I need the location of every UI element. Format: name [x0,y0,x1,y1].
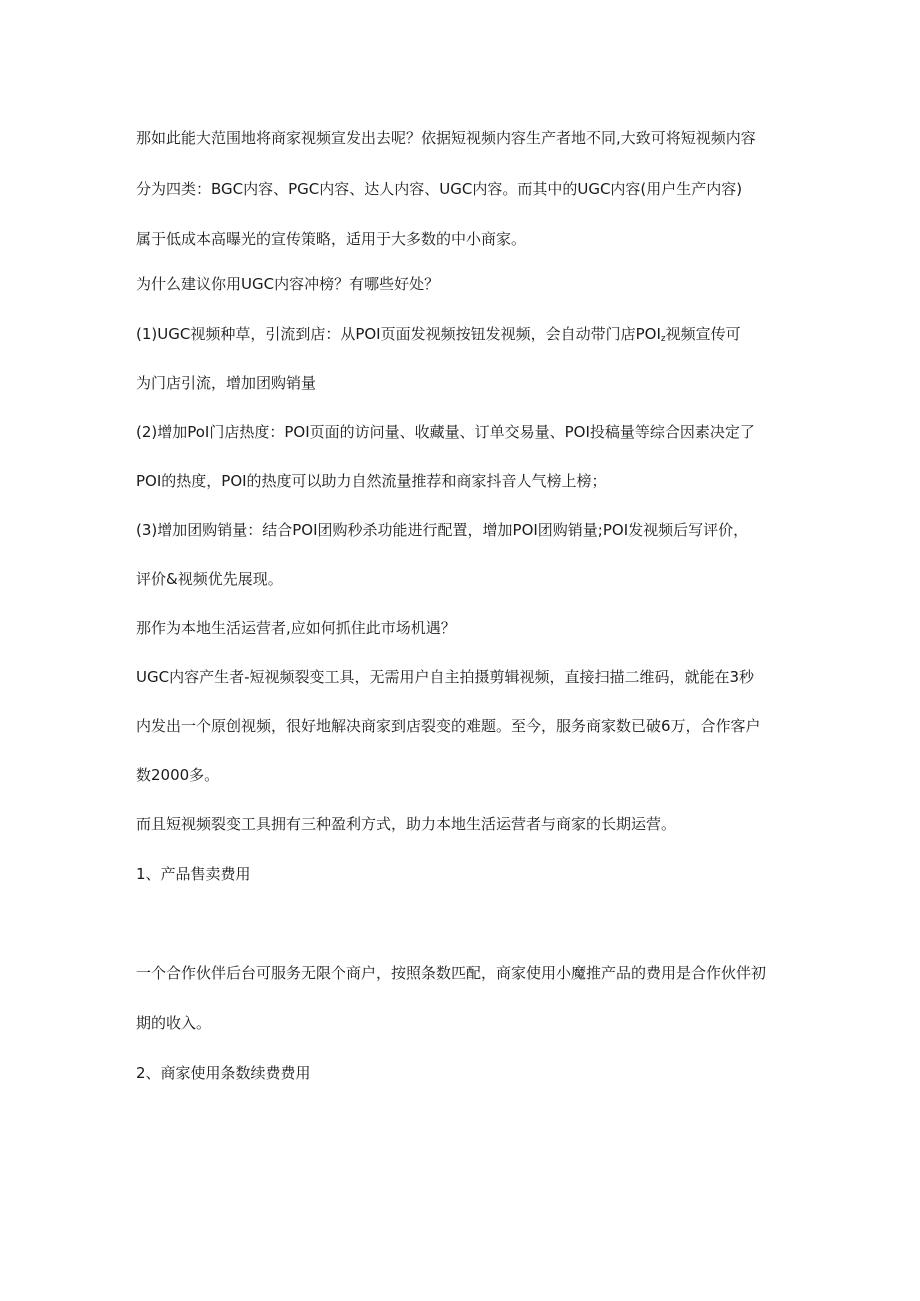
question-heading-2: 那作为本地生活运营者,应如何抓住此市场机遇？ [136,619,456,637]
tool-paragraph-line-3: 数2000多。 [136,766,220,784]
benefit-1-line-1 [136,323,806,350]
tool-paragraph-line-1: UGC内容产生者-短视频裂变工具，无需用户自主拍摄剪辑视频，直接扫描二维码，就能在3秒 [136,668,755,686]
benefit-3-line-1: (3)增加团购销量：结合POI团购秒杀功能进行配置，增加POI团购销量;POI发视频后写评价， [136,521,749,539]
paragraph-line-2: 分为四类：BGC内容、PGC内容、达人内容、UGC内容。而其中的UGC内容(用户生产内容) [136,180,743,198]
tool-paragraph-line-2: 内发出一个原创视频，很好地解决商家到店裂变的难题。至今，服务商家数已破6万，合作客户 [136,717,761,735]
benefit-3-line-2: 评价&视频优先展现。 [136,570,283,588]
profit-1-line-1: 一个合作伙伴后台可服务无限个商户，按照条数匹配，商家使用小魔推产品的费用是合作伙伴初 [136,964,767,982]
question-heading-1: 为什么建议你用UGC内容冲榜？有哪些好处？ [136,275,440,293]
profit-intro: 而且短视频裂变工具拥有三种盈利方式，助力本地生活运营者与商家的长期运营。 [136,815,677,833]
profit-heading-2: 2、商家使用条数续费费用 [136,1064,311,1082]
paragraph-line-1: 那如此能大范围地将商家视频宣发出去呢？依据短视频内容生产者地不同,大致可将短视频内容 [136,129,756,147]
poi-subscript: z [660,334,666,344]
benefit-1-line-2: 为门店引流，增加团购销量 [136,374,317,392]
benefit-2-line-1: (2)增加PoI门店热度：POI页面的访问量、收藏量、订单交易量、POI投稿量等综合因素决定了 [136,423,755,441]
profit-heading-1: 1、产品售卖费用 [136,865,251,883]
benefit-1-tail: 视频宣传可 [665,325,741,343]
benefit-1-text: (1)UGC视频种草，引流到店：从POI页面发视频按钮发视频，会自动带门店POI [136,325,661,343]
benefit-2-line-2: POI的热度，POI的热度可以助力自然流量推荐和商家抖音人气榜上榜； [136,472,607,490]
paragraph-line-3: 属于低成本高曝光的宣传策略，适用于大多数的中小商家。 [136,230,527,248]
profit-1-line-2: 期的收入。 [136,1014,212,1032]
